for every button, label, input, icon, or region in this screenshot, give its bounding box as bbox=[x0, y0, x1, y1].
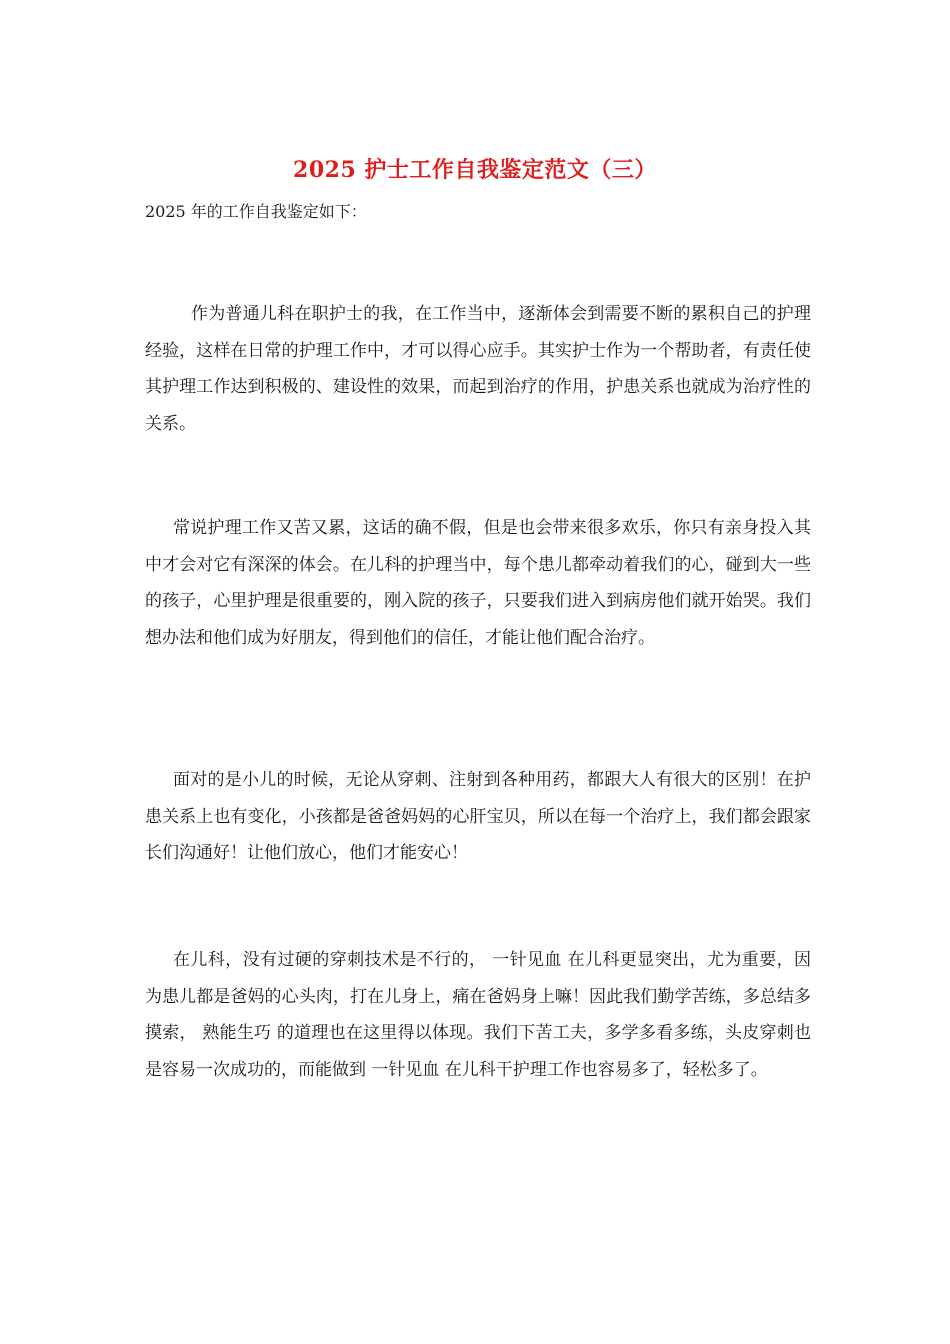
intro-line: 2025 年的工作自我鉴定如下： bbox=[145, 202, 367, 221]
paragraph-2: 常说护理工作又苦又累，这话的确不假，但是也会带来很多欢乐，你只有亲身投入其中才会对它有深深的体会。在儿科的护理当中，每个患儿都牵动着我们的心，碰到大一些的孩子，心里护理是很重要的，刚入院的孩子，只要我们进入到病房他们就开始哭。我们想办法和他们成为好朋友，得到他们的信任，才能让他们配合治疗。 bbox=[145, 518, 811, 648]
document-title: 2025 护士工作自我鉴定范文（三） bbox=[293, 157, 657, 183]
paragraph-4: 在儿科，没有过硬的穿刺技术是不行的， 一针见血 在儿科更显突出，尤为重要，因为患儿都是爸妈的心头肉，打在儿身上，痛在爸妈身上嘛！因此我们勤学苦练，多总结多摸索， 熟能生巧 的道理也在这里得以体现。我们下苦工夫，多学多看多练，头皮穿刺也是容易一次成功的，而能做到 一针见血 在儿科干护理工作也容易多了，轻松多了。 bbox=[145, 950, 811, 1080]
paragraph-3: 面对的是小儿的时候，无论从穿刺、注射到各种用药，都跟大人有很大的区别！在护患关系上也有变化，小孩都是爸爸妈妈的心肝宝贝，所以在每一个治疗上，我们都会跟家长们沟通好！让他们放心，他们才能安心！ bbox=[145, 770, 811, 863]
paragraph-1: 作为普通儿科在职护士的我，在工作当中，逐渐体会到需要不断的累积自己的护理经验，这样在日常的护理工作中，才可以得心应手。其实护士作为一个帮助者，有责任使其护理工作达到积极的、建设性的效果，而起到治疗的作用，护患关系也就成为治疗性的关系。 bbox=[145, 304, 811, 434]
